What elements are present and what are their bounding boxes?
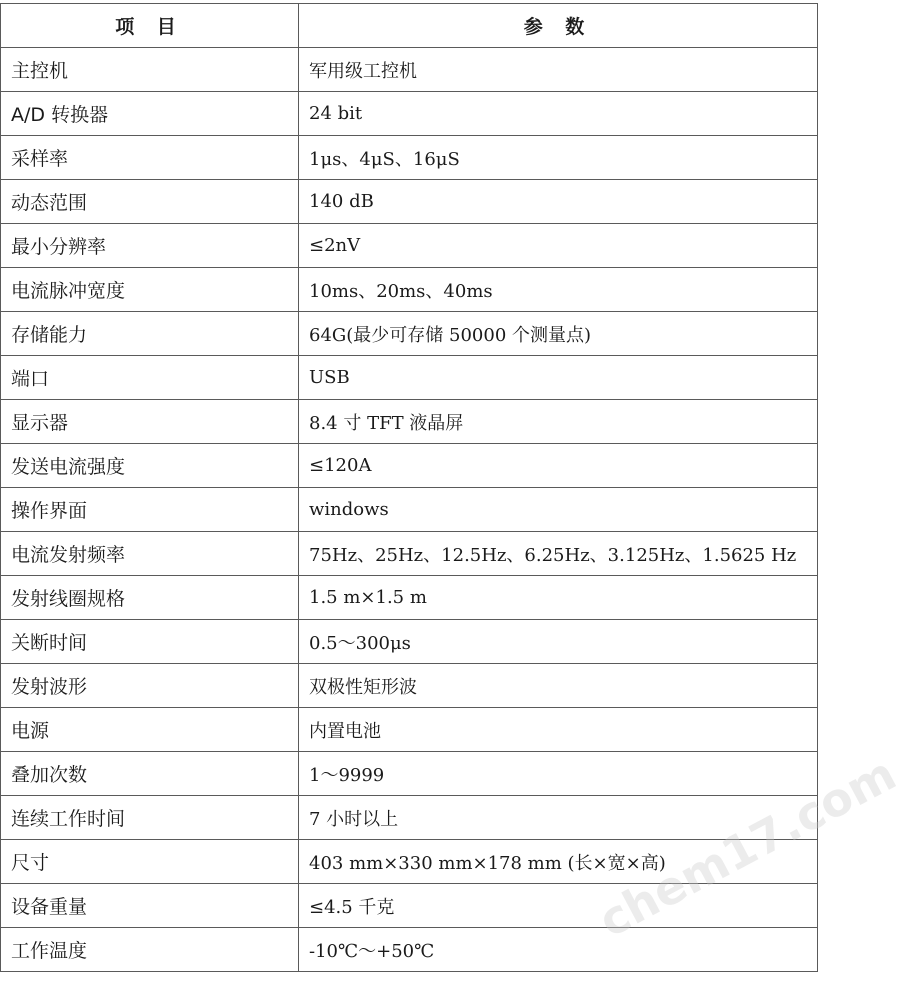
spec-item-value: 64G(最少可存储 50000 个测量点) [299, 312, 818, 356]
table-row [1, 752, 818, 796]
spec-item-value: 403 mm×330 mm×178 mm (长×宽×高) [299, 840, 818, 884]
spec-item-value: 双极性矩形波 [299, 664, 818, 708]
spec-item-label: 最小分辨率 [1, 224, 299, 268]
spec-item-value: 1.5 m×1.5 m [299, 576, 818, 620]
spec-item-label: A/D 转换器 [1, 92, 299, 136]
spec-item-value: 24 bit [299, 92, 818, 136]
watermark: chem17.com [590, 746, 904, 948]
spec-item-value: ≤120A [299, 444, 818, 488]
spec-item-label: 电流脉冲宽度 [1, 268, 299, 312]
table-body [1, 48, 818, 972]
spec-item-label: 采样率 [1, 136, 299, 180]
spec-item-value: 10ms、20ms、40ms [299, 268, 818, 312]
table-row [1, 400, 818, 444]
table-row [1, 136, 818, 180]
spec-item-label: 显示器 [1, 400, 299, 444]
spec-item-label: 叠加次数 [1, 752, 299, 796]
spec-item-label: 尺寸 [1, 840, 299, 884]
spec-item-label: 连续工作时间 [1, 796, 299, 840]
spec-item-label: 主控机 [1, 48, 299, 92]
spec-item-label: 动态范围 [1, 180, 299, 224]
spec-item-value: 1～9999 [299, 752, 818, 796]
table-row [1, 884, 818, 928]
column-header-item: 项 目 [1, 4, 299, 48]
table-row [1, 180, 818, 224]
spec-item-value: ≤2nV [299, 224, 818, 268]
spec-item-label: 发送电流强度 [1, 444, 299, 488]
table-row [1, 840, 818, 884]
table-row [1, 532, 818, 576]
table-row [1, 620, 818, 664]
column-header-value: 参 数 [299, 4, 818, 48]
spec-item-value: 0.5～300μs [299, 620, 818, 664]
spec-item-value: 8.4 寸 TFT 液晶屏 [299, 400, 818, 444]
table-row [1, 796, 818, 840]
spec-item-label: 电源 [1, 708, 299, 752]
table-row [1, 48, 818, 92]
table-row [1, 488, 818, 532]
spec-item-label: 电流发射频率 [1, 532, 299, 576]
table-row [1, 356, 818, 400]
spec-item-label: 设备重量 [1, 884, 299, 928]
spec-item-value: 75Hz、25Hz、12.5Hz、6.25Hz、3.125Hz、1.5625 Hz [299, 532, 818, 576]
table-header-row [1, 4, 818, 48]
spec-item-value: 140 dB [299, 180, 818, 224]
spec-item-value: windows [299, 488, 818, 532]
table-row [1, 312, 818, 356]
table-row [1, 928, 818, 972]
table-row [1, 268, 818, 312]
table-row [1, 664, 818, 708]
table-row [1, 444, 818, 488]
spec-item-value: ≤4.5 千克 [299, 884, 818, 928]
spec-item-label: 端口 [1, 356, 299, 400]
table-row [1, 576, 818, 620]
spec-item-value: 军用级工控机 [299, 48, 818, 92]
spec-item-label: 关断时间 [1, 620, 299, 664]
spec-item-value: 1μs、4μS、16μS [299, 136, 818, 180]
spec-item-label: 工作温度 [1, 928, 299, 972]
spec-table [0, 3, 818, 972]
spec-item-value: 内置电池 [299, 708, 818, 752]
spec-item-label: 发射波形 [1, 664, 299, 708]
table-row [1, 224, 818, 268]
table-row [1, 708, 818, 752]
spec-item-label: 存储能力 [1, 312, 299, 356]
spec-item-label: 操作界面 [1, 488, 299, 532]
spec-item-value: USB [299, 356, 818, 400]
table-row [1, 92, 818, 136]
spec-item-value: -10℃～+50℃ [299, 928, 818, 972]
spec-item-value: 7 小时以上 [299, 796, 818, 840]
spec-item-label: 发射线圈规格 [1, 576, 299, 620]
